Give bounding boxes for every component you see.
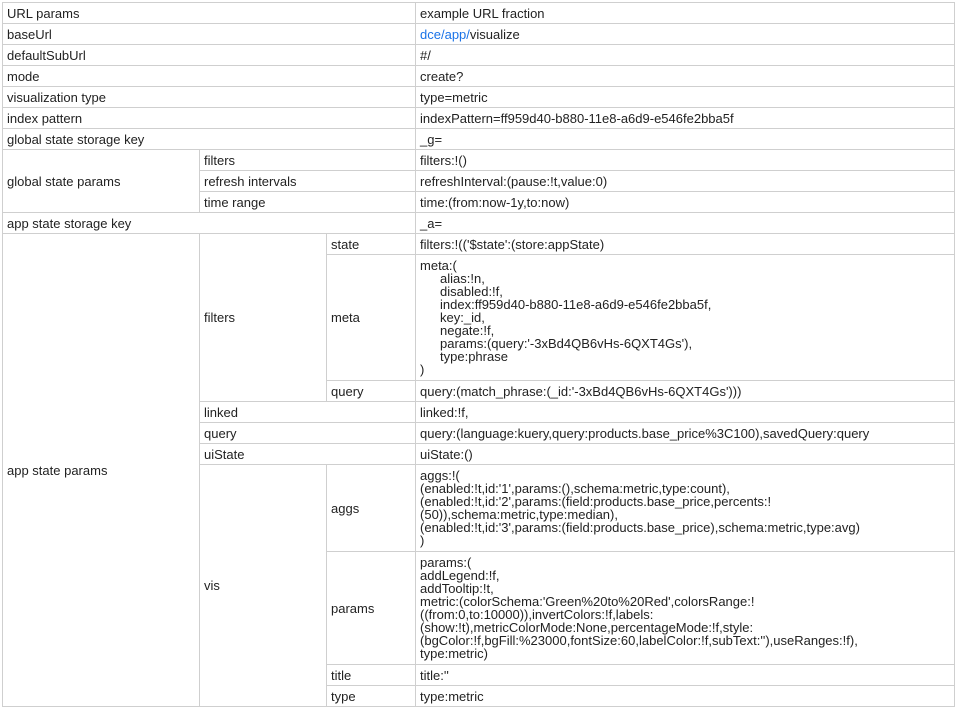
meta-open: meta:( bbox=[420, 258, 457, 273]
uistate-label: uiState bbox=[200, 444, 416, 465]
url-params-table bbox=[2, 2, 955, 707]
global-filters-value: filters:!() bbox=[416, 150, 955, 171]
table-row bbox=[3, 150, 955, 171]
meta-line: alias:!n, bbox=[440, 271, 485, 286]
vis-type-value: type=metric bbox=[416, 87, 955, 108]
table-row bbox=[3, 213, 955, 234]
mode-value: create? bbox=[416, 66, 955, 87]
meta-line: params:(query:'-3xBd4QB6vHs-6QXT4Gs'), bbox=[440, 336, 693, 351]
index-pattern-value: indexPattern=ff959d40-b880-11e8-a6d9-e546fe2bba5f bbox=[416, 108, 955, 129]
table-row bbox=[3, 129, 955, 150]
table-row bbox=[3, 45, 955, 66]
meta-value bbox=[416, 255, 955, 381]
params-line: metric:(colorSchema:'Green%20to%20Red',colorsRange:! bbox=[420, 594, 755, 609]
aggs-line: (enabled:!t,id:'2',params:(field:products.base_price,percents:! bbox=[420, 494, 772, 509]
app-link[interactable]: app/ bbox=[444, 26, 470, 42]
app-query-label: query bbox=[200, 423, 416, 444]
table-row bbox=[3, 66, 955, 87]
refresh-value: refreshInterval:(pause:!t,value:0) bbox=[416, 171, 955, 192]
title-label: title bbox=[327, 665, 416, 686]
aggs-line: (enabled:!t,id:'1',params:(),schema:metric,type:count), bbox=[420, 481, 730, 496]
mode-label: mode bbox=[3, 66, 416, 87]
params-line: addLegend:!f, bbox=[420, 568, 500, 583]
refresh-label: refresh intervals bbox=[200, 171, 416, 192]
params-line: type:metric) bbox=[420, 646, 488, 661]
app-filters-label: filters bbox=[200, 234, 327, 402]
global-params-label: global state params bbox=[3, 150, 200, 213]
visualize-text: visualize bbox=[469, 26, 520, 42]
vis-label: vis bbox=[200, 465, 327, 707]
aggs-value bbox=[416, 465, 955, 552]
app-query-value: query:(language:kuery,query:products.base_price%3C100),savedQuery:query bbox=[416, 423, 955, 444]
state-label: state bbox=[327, 234, 416, 255]
params-line: addTooltip:!t, bbox=[420, 581, 494, 596]
params-line: (show:!t),metricColorMode:None,percentageMode:!f,style: bbox=[420, 620, 754, 635]
aggs-line: aggs:!( bbox=[420, 468, 460, 483]
meta-line: index:ff959d40-b880-11e8-a6d9-e546fe2bba5f, bbox=[440, 297, 712, 312]
aggs-label: aggs bbox=[327, 465, 416, 552]
params-line: (bgColor:!f,bgFill:%23000,fontSize:60,labelColor:!f,subText:''),useRanges:!f), bbox=[420, 633, 858, 648]
baseurl-label: baseUrl bbox=[3, 24, 416, 45]
uistate-value: uiState:() bbox=[416, 444, 955, 465]
meta-line: disabled:!f, bbox=[440, 284, 503, 299]
header-param: URL params bbox=[3, 3, 416, 24]
table-row bbox=[3, 234, 955, 255]
table-row bbox=[3, 87, 955, 108]
default-suburl-label: defaultSubUrl bbox=[3, 45, 416, 66]
filter-query-value: query:(match_phrase:(_id:'-3xBd4QB6vHs-6QXT4Gs'))) bbox=[416, 381, 955, 402]
time-range-label: time range bbox=[200, 192, 416, 213]
meta-line: type:phrase bbox=[440, 349, 508, 364]
header-example: example URL fraction bbox=[416, 3, 955, 24]
type-label: type bbox=[327, 686, 416, 707]
index-pattern-label: index pattern bbox=[3, 108, 416, 129]
baseurl-value bbox=[416, 24, 955, 45]
state-value: filters:!(('$state':(store:appState) bbox=[416, 234, 955, 255]
default-suburl-value: #/ bbox=[416, 45, 955, 66]
global-key-value: _g= bbox=[416, 129, 955, 150]
vis-type-label: visualization type bbox=[3, 87, 416, 108]
meta-label: meta bbox=[327, 255, 416, 381]
app-key-value: _a= bbox=[416, 213, 955, 234]
filter-query-label: query bbox=[327, 381, 416, 402]
global-filters-label: filters bbox=[200, 150, 416, 171]
dce-link[interactable]: dce/ bbox=[420, 26, 445, 42]
meta-close: ) bbox=[420, 362, 425, 377]
params-value bbox=[416, 552, 955, 665]
app-params-label: app state params bbox=[3, 234, 200, 707]
time-range-value: time:(from:now-1y,to:now) bbox=[416, 192, 955, 213]
type-value: type:metric bbox=[416, 686, 955, 707]
title-value: title:'' bbox=[416, 665, 955, 686]
table-row bbox=[3, 3, 955, 24]
params-label: params bbox=[327, 552, 416, 665]
table-row bbox=[3, 24, 955, 45]
linked-label: linked bbox=[200, 402, 416, 423]
app-key-label: app state storage key bbox=[3, 213, 416, 234]
params-line: params:( bbox=[420, 555, 472, 570]
aggs-line: ) bbox=[420, 533, 425, 548]
table-row bbox=[3, 108, 955, 129]
meta-line: negate:!f, bbox=[440, 323, 495, 338]
linked-value: linked:!f, bbox=[416, 402, 955, 423]
aggs-line: (enabled:!t,id:'3',params:(field:products.base_price),schema:metric,type:avg) bbox=[420, 520, 860, 535]
meta-line: key:_id, bbox=[440, 310, 485, 325]
global-key-label: global state storage key bbox=[3, 129, 416, 150]
aggs-line: (50)),schema:metric,type:median), bbox=[420, 507, 618, 522]
params-line: ((from:0,to:10000)),invertColors:!f,labels: bbox=[420, 607, 654, 622]
